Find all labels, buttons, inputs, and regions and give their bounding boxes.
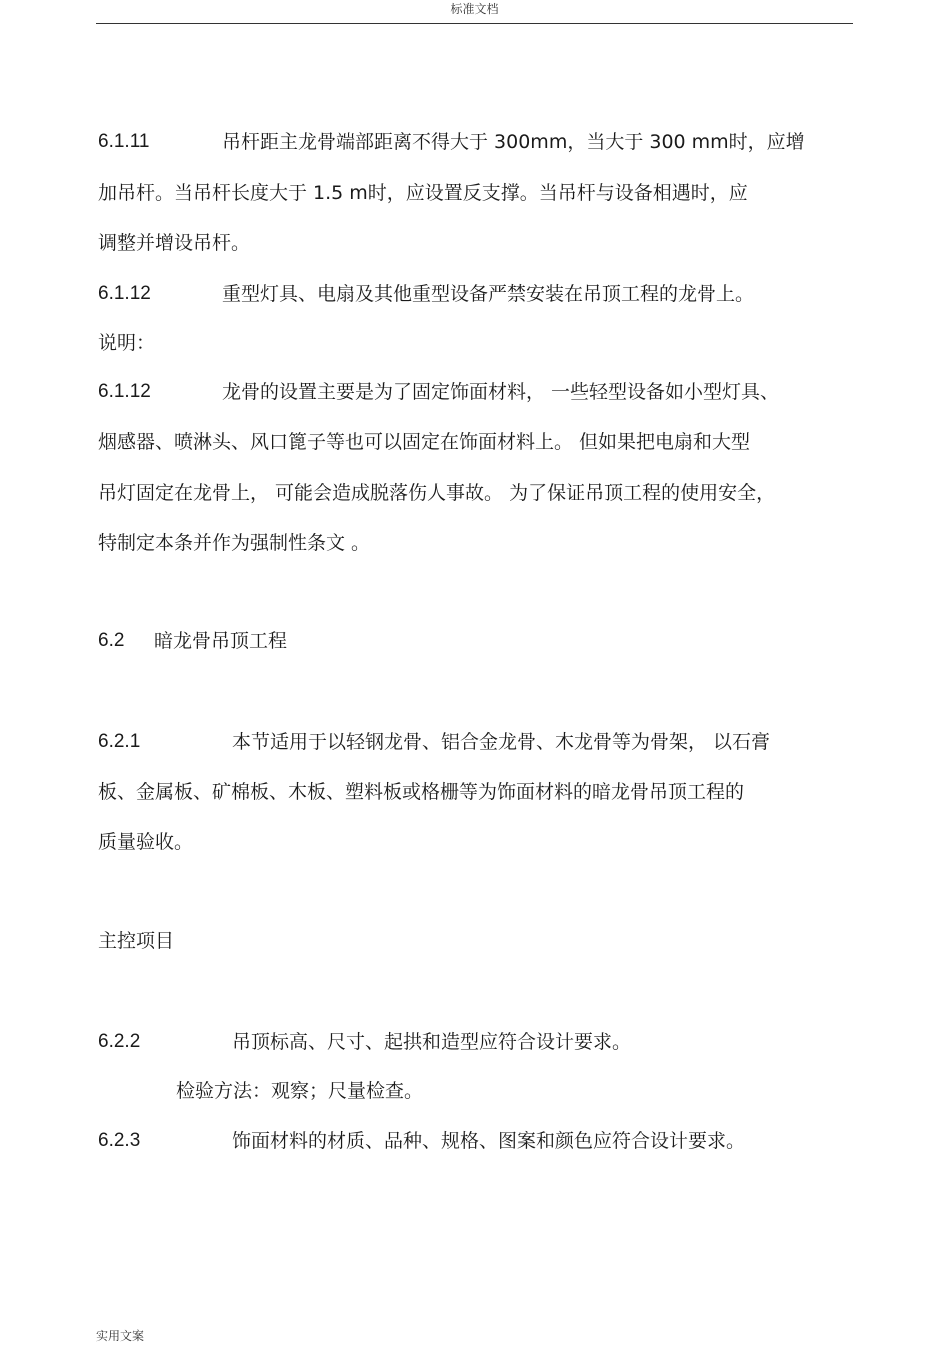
clause-text: 饰面材料的材质、品种、规格、图案和颜色应符合设计要求。 [232, 1130, 746, 1152]
subsection-heading: 主控项目 [98, 930, 175, 952]
clause-number: 6.2.3 [98, 1130, 141, 1151]
clause-text: 吊灯固定在龙骨上， 可能会造成脱落伤人事故。 为了保证吊顶工程的使用安全， [98, 482, 776, 504]
clause-text: 本节适用于以轻钢龙骨、铝合金龙骨、木龙骨等为骨架， 以石膏 [232, 731, 771, 753]
clause-number: 6.1.12 [98, 381, 151, 402]
clause-number: 6.1.11 [98, 131, 150, 152]
page-footer [96, 1327, 144, 1344]
clause-number: 6.2.1 [98, 731, 141, 752]
clause-text: 调整并增设吊杆。 [98, 232, 251, 254]
section-number: 6.2 [98, 630, 125, 651]
clause-text: 加吊杆。当吊杆长度大于 1.5 m时，应设置反支撑。当吊杆与设备相遇时，应 [98, 182, 748, 204]
clause-text: 吊杆距主龙骨端部距离不得大于 300mm，当大于 300 mm时，应增 [222, 131, 805, 153]
clause-text: 烟感器、喷淋头、风口篦子等也可以固定在饰面材料上。 但如果把电扇和大型 [98, 431, 751, 453]
clause-text: 特制定本条并作为强制性条文 。 [98, 532, 371, 554]
inspection-method: 检验方法：观察；尺量检查。 [176, 1080, 424, 1102]
page-header [96, 0, 853, 24]
section-title: 暗龙骨吊顶工程 [154, 630, 288, 652]
clause-number: 6.2.2 [98, 1031, 141, 1052]
footer-text: 实用文案 [96, 1329, 145, 1343]
clause-text: 吊顶标高、尺寸、起拱和造型应符合设计要求。 [232, 1031, 632, 1053]
clause-number: 6.1.12 [98, 283, 151, 304]
clause-text: 重型灯具、电扇及其他重型设备严禁安装在吊顶工程的龙骨上。 [222, 283, 755, 305]
clause-text: 板、金属板、矿棉板、木板、塑料板或格栅等为饰面材料的暗龙骨吊顶工程的 [98, 781, 745, 803]
note-label: 说明： [98, 332, 156, 354]
clause-text: 质量验收。 [98, 831, 194, 853]
clause-text: 龙骨的设置主要是为了固定饰面材料， 一些轻型设备如小型灯具、 [222, 381, 780, 403]
header-title: 标准文档 [450, 2, 499, 16]
